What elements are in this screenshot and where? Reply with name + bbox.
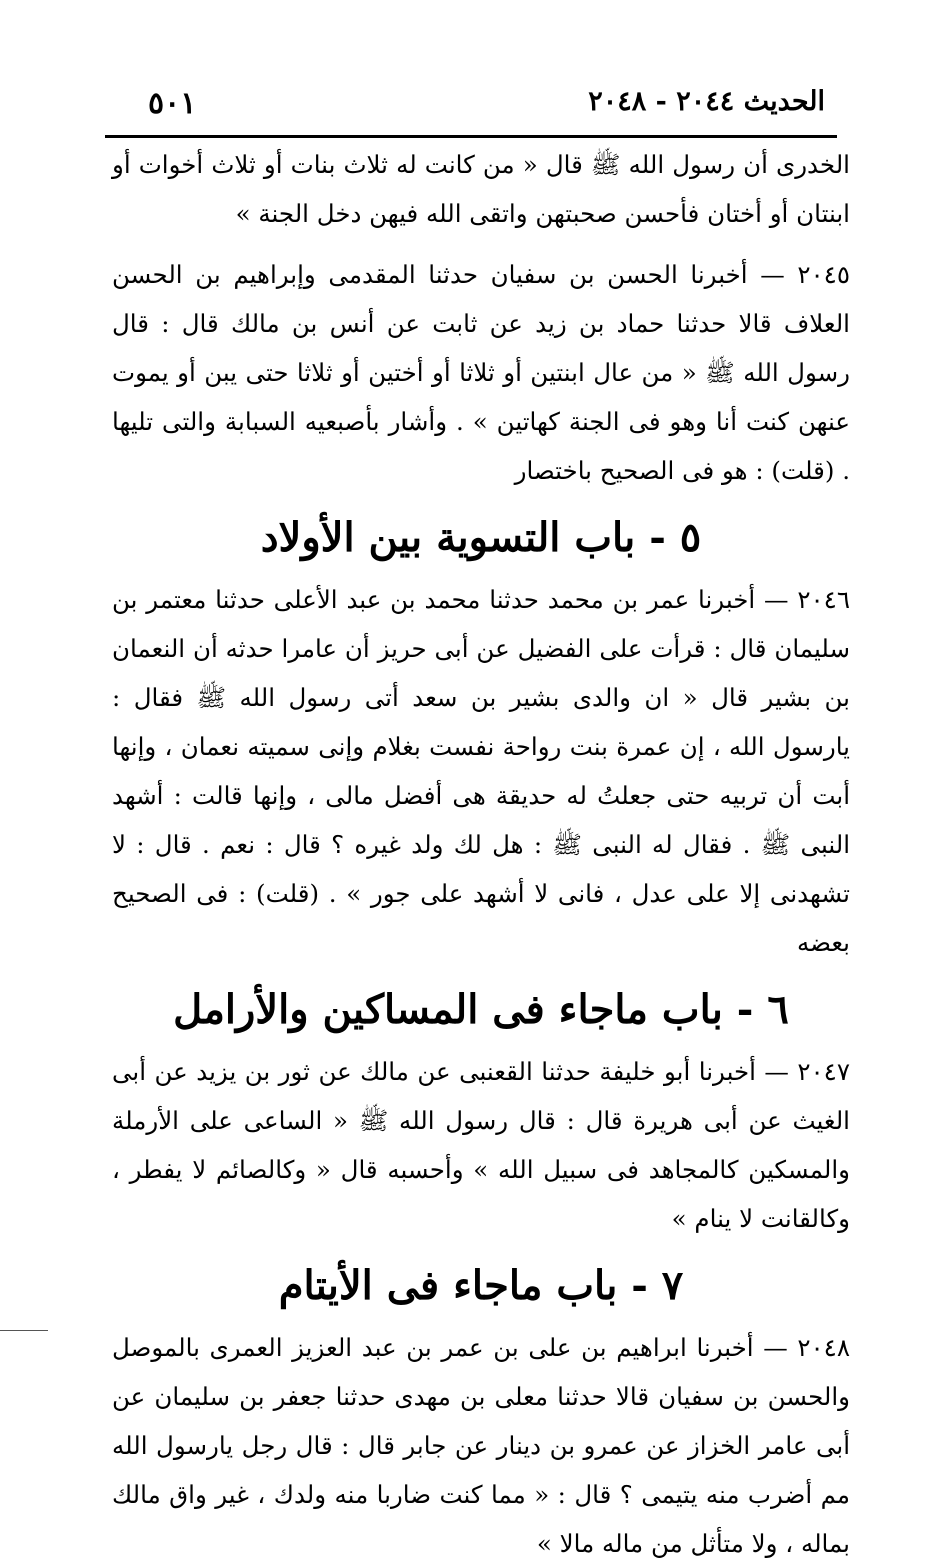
chapter-heading-5: ٥ - باب التسوية بين الأولاد xyxy=(260,514,702,561)
page-number: ٥٠١ xyxy=(148,86,197,121)
header-rule xyxy=(105,135,837,138)
hadith-2046: ٢٠٤٦ — أخبرنا عمر بن محمد حدثنا محمد بن عبد الأعلى حدثنا معتمر بن سليمان قال : قرأت على الفضيل عن أبى حريز أن عامرا حدثه أن النعمان بن بشير قال « ان والدى بشير بن سعد أتى رسول الله ﷺ فقال : يارسول الله ، إن عمرة بنت رواحة نفست بغلام وإنى سميته نعمان ، وإنها أبت أن تربيه حتى جعلتُ له حديقة هى أفضل مالى ، وإنها قالت : أشهد النبى ﷺ . فقال له النبى ﷺ : هل لك ولد غيره ؟ قال : نعم . قال : لا تشهدنى إلا على عدل ، فانى لا أشهد على جور » . (قلت) : فى الصحيح بعضه xyxy=(112,585,850,957)
hadith-2048: ٢٠٤٨ — أخبرنا ابراهيم بن على بن عمر بن عبد العزيز العمرى بالموصل والحسن بن سفيان قالا حدثنا معلى بن مهدى حدثنا جعفر بن سليمان عن أبى عامر الخزاز عن عمرو بن دينار عن جابر قال : قال رجل يارسول الله مم أضرب منه يتيمى ؟ قال : « مما كنت ضاربا منه ولدك ، غير واق مالك بماله ، ولا متأثل من ماله مالا » xyxy=(112,1333,850,1558)
scan-margin-mark xyxy=(0,1330,48,1331)
hadith-2044-end: الخدرى أن رسول الله ﷺ قال « من كانت له ثلاث بنات أو ثلاث أخوات أو ابنتان أو أختان فأحسن صحبتهن واتقى الله فيهن دخل الجنة » xyxy=(112,150,850,228)
running-title: الحديث ٢٠٤٤ - ٢٠٤٨ xyxy=(588,86,825,117)
hadith-2047: ٢٠٤٧ — أخبرنا أبو خليفة حدثنا القعنبى عن مالك عن ثور بن يزيد عن أبى الغيث عن أبى هريرة قال : قال رسول الله ﷺ « الساعى على الأرملة والمسكين كالمجاهد فى سبيل الله » وأحسبه قال « وكالصائم لا يفطر ، وكالقانت لا ينام » xyxy=(112,1057,850,1233)
hadith-2045: ٢٠٤٥ — أخبرنا الحسن بن سفيان حدثنا المقدمى وإبراهيم بن الحسن العلاف قالا حدثنا حماد بن زيد عن ثابت عن أنس بن مالك قال : قال رسول الله ﷺ « من عال ابنتين أو ثلاثا أو أختين أو ثلاثا حتى يبن أو يموت عنهن كنت أنا وهو فى الجنة كهاتين » . وأشار بأصبعيه السبابة والتى تليها . (قلت) : هو فى الصحيح باختصار xyxy=(112,260,850,485)
chapter-heading-6: ٦ - باب ماجاء فى المساكين والأرامل xyxy=(173,986,789,1033)
chapter-heading-7: ٧ - باب ماجاء فى الأيتام xyxy=(278,1262,684,1309)
page-content xyxy=(112,140,850,1568)
page-header xyxy=(110,78,835,128)
